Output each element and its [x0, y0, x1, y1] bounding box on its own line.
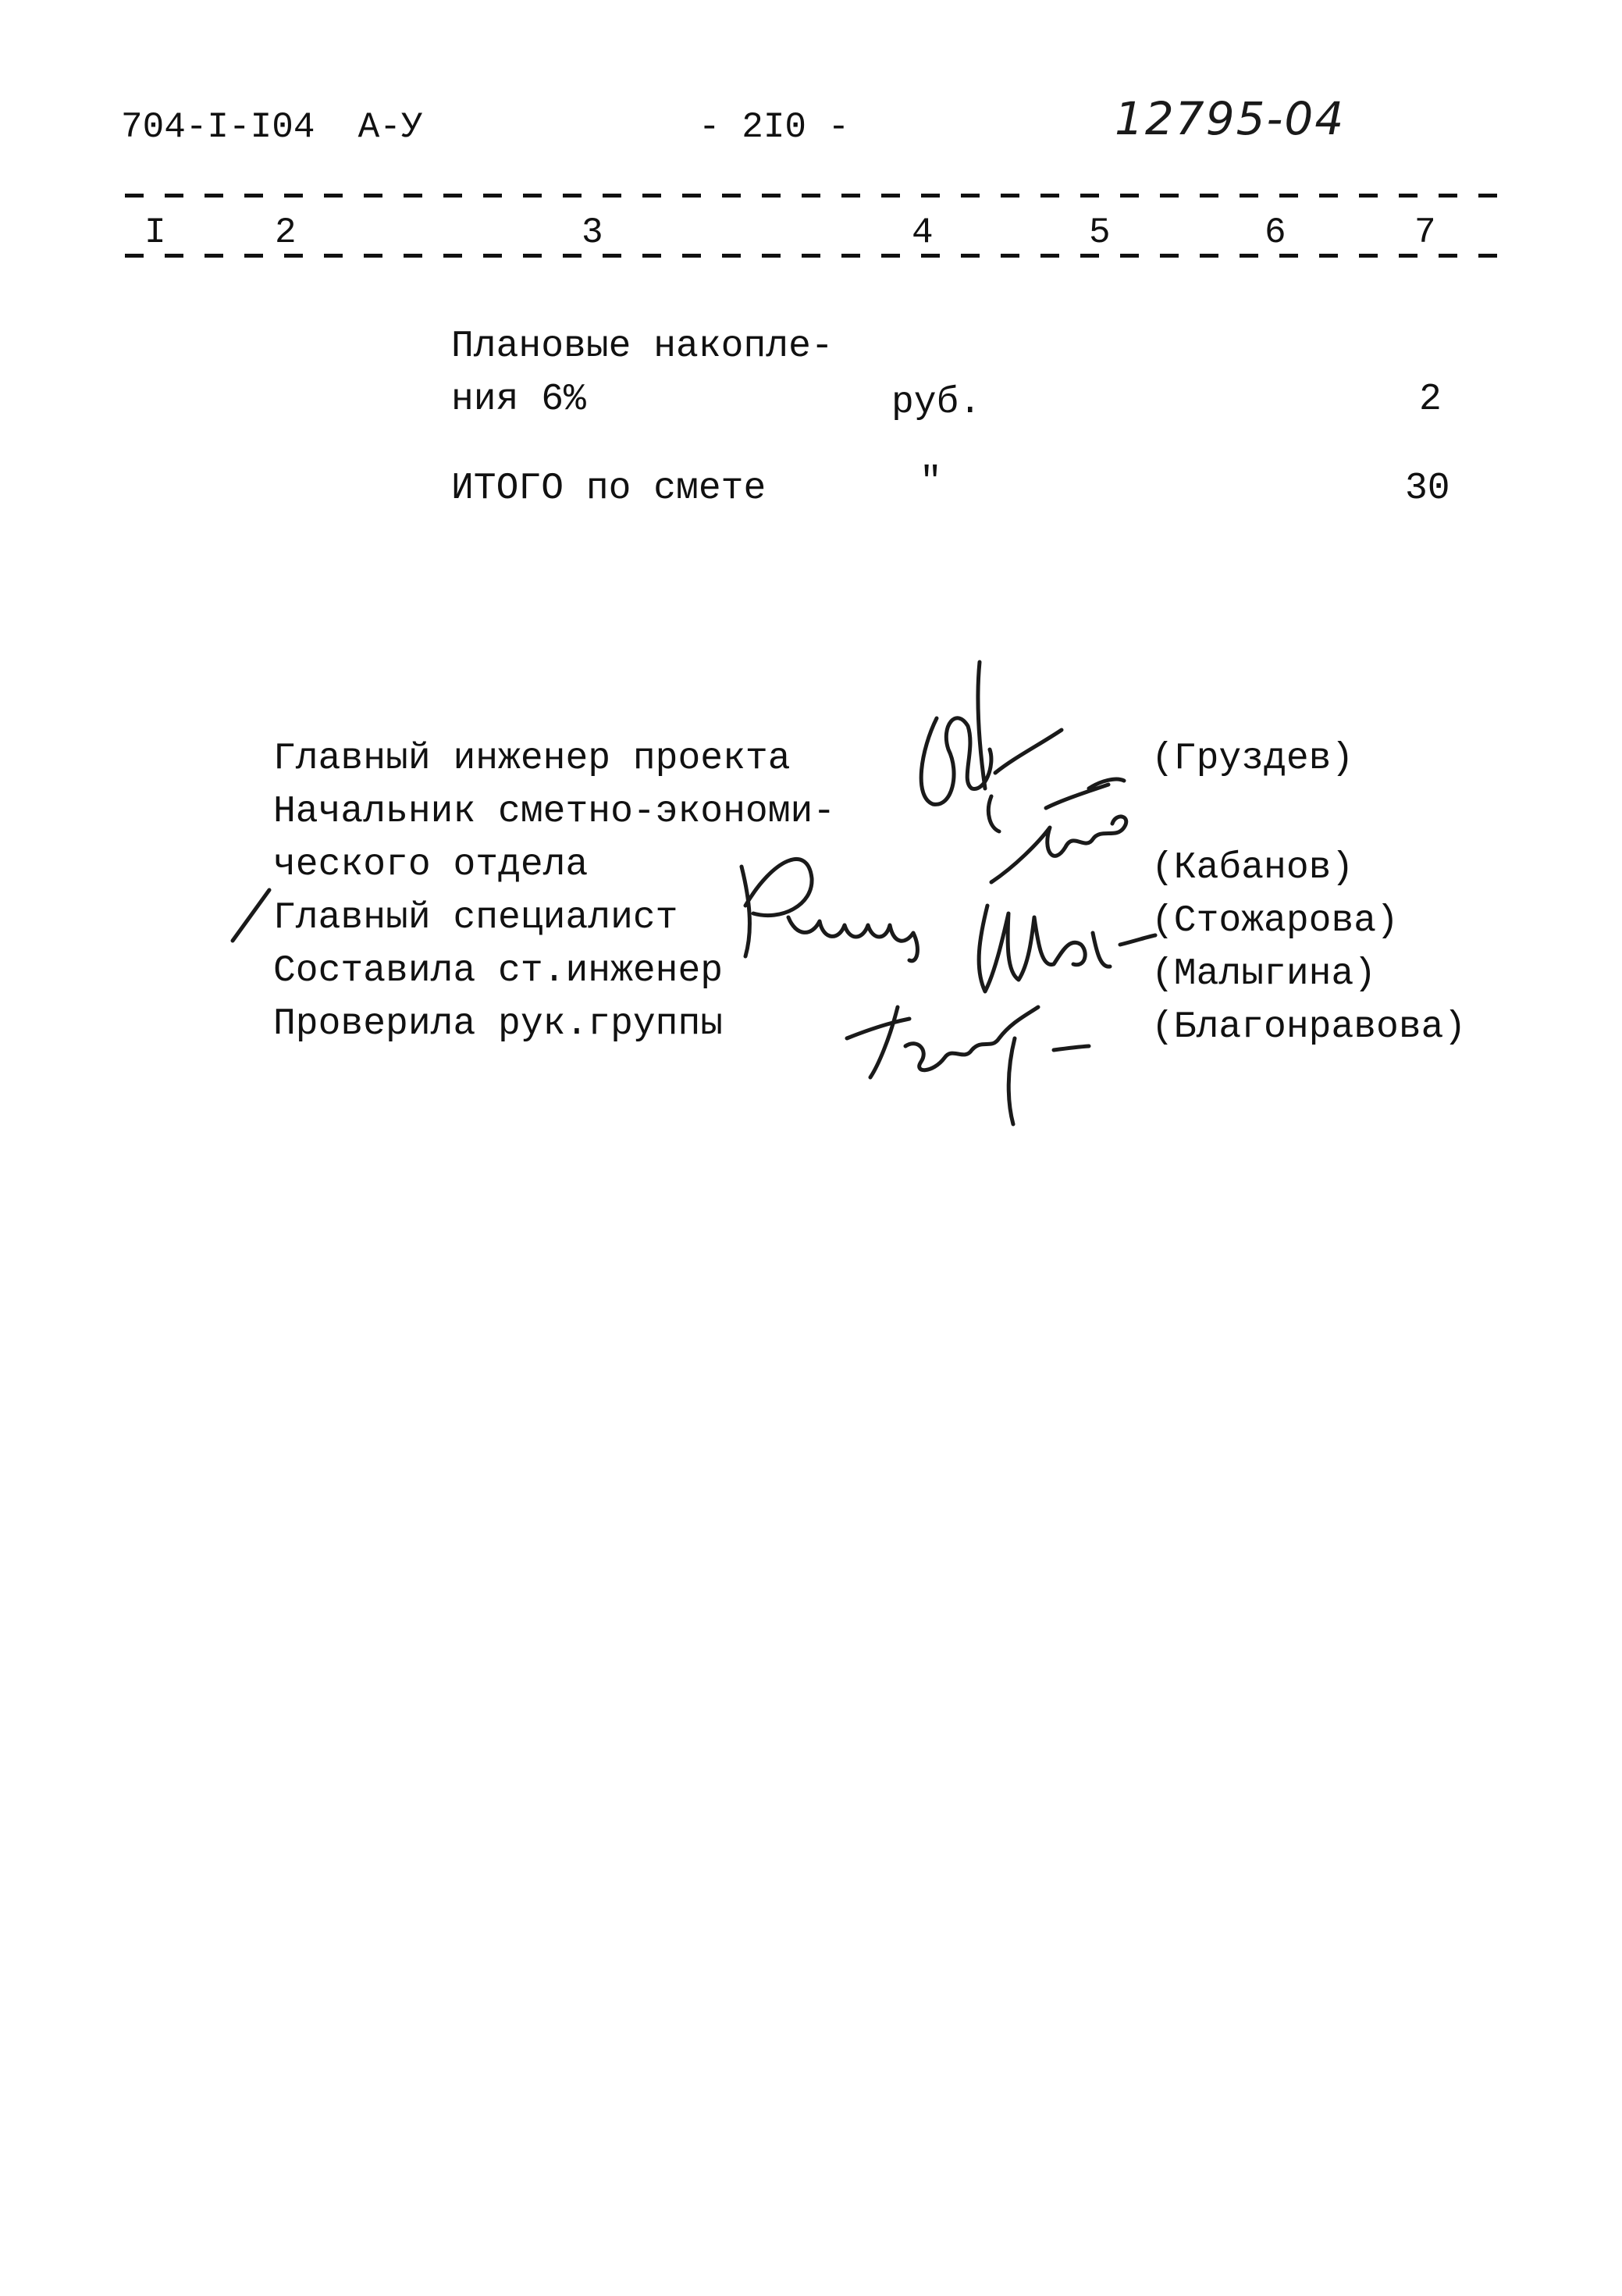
- signatory-name-gruzdev: (Груздев): [1151, 738, 1354, 780]
- row-label-line1: Плановые накопле-: [451, 326, 834, 368]
- page-number: - 2I0 -: [699, 107, 850, 148]
- signatory-name-kabanov: (Кабанов): [1151, 847, 1354, 889]
- signatory-title-checker: Проверила рук.группы: [273, 1003, 724, 1045]
- column-number-6: 6: [1265, 212, 1286, 253]
- signatory-title-chief-specialist: Главный специалист: [273, 897, 678, 939]
- column-number-4: 4: [912, 212, 934, 253]
- row-value: 2: [1419, 379, 1442, 421]
- signature-malygina: [979, 906, 1155, 991]
- column-number-5: 5: [1089, 212, 1111, 253]
- signature-stozharova: [742, 859, 917, 960]
- signature-gruzdev: [921, 662, 1062, 831]
- signatory-title-compiler: Составила ст.инженер: [273, 950, 724, 992]
- column-number-1: I: [144, 212, 166, 253]
- column-number-7: 7: [1414, 212, 1436, 253]
- tick-mark: [233, 890, 269, 941]
- signatory-name-stozharova: (Стожарова): [1151, 900, 1399, 942]
- signature-kabanov: [991, 779, 1126, 882]
- signatory-title-department-head: Начальник сметно-экономи-: [273, 791, 836, 833]
- total-value: 30: [1405, 468, 1450, 510]
- signatory-title-department-head-line2: ческого отдела: [273, 844, 589, 886]
- total-label: ИТОГО по смете: [451, 468, 767, 510]
- signature-blagonravova: [847, 1007, 1089, 1124]
- signatory-name-blagonravova: (Благонравова): [1151, 1006, 1467, 1048]
- total-unit-ditto: ": [919, 461, 942, 504]
- column-number-3: 3: [582, 212, 603, 253]
- row-unit: руб.: [891, 382, 982, 424]
- column-number-2: 2: [275, 212, 297, 253]
- handwritten-number: 12795-04: [1115, 92, 1346, 145]
- signatory-name-malygina: (Малыгина): [1151, 953, 1377, 995]
- row-label-line2: ния 6%: [451, 379, 586, 421]
- document-code: 704-I-I04 А-У: [121, 107, 423, 148]
- signatory-title-chief-engineer: Главный инженер проекта: [273, 738, 791, 780]
